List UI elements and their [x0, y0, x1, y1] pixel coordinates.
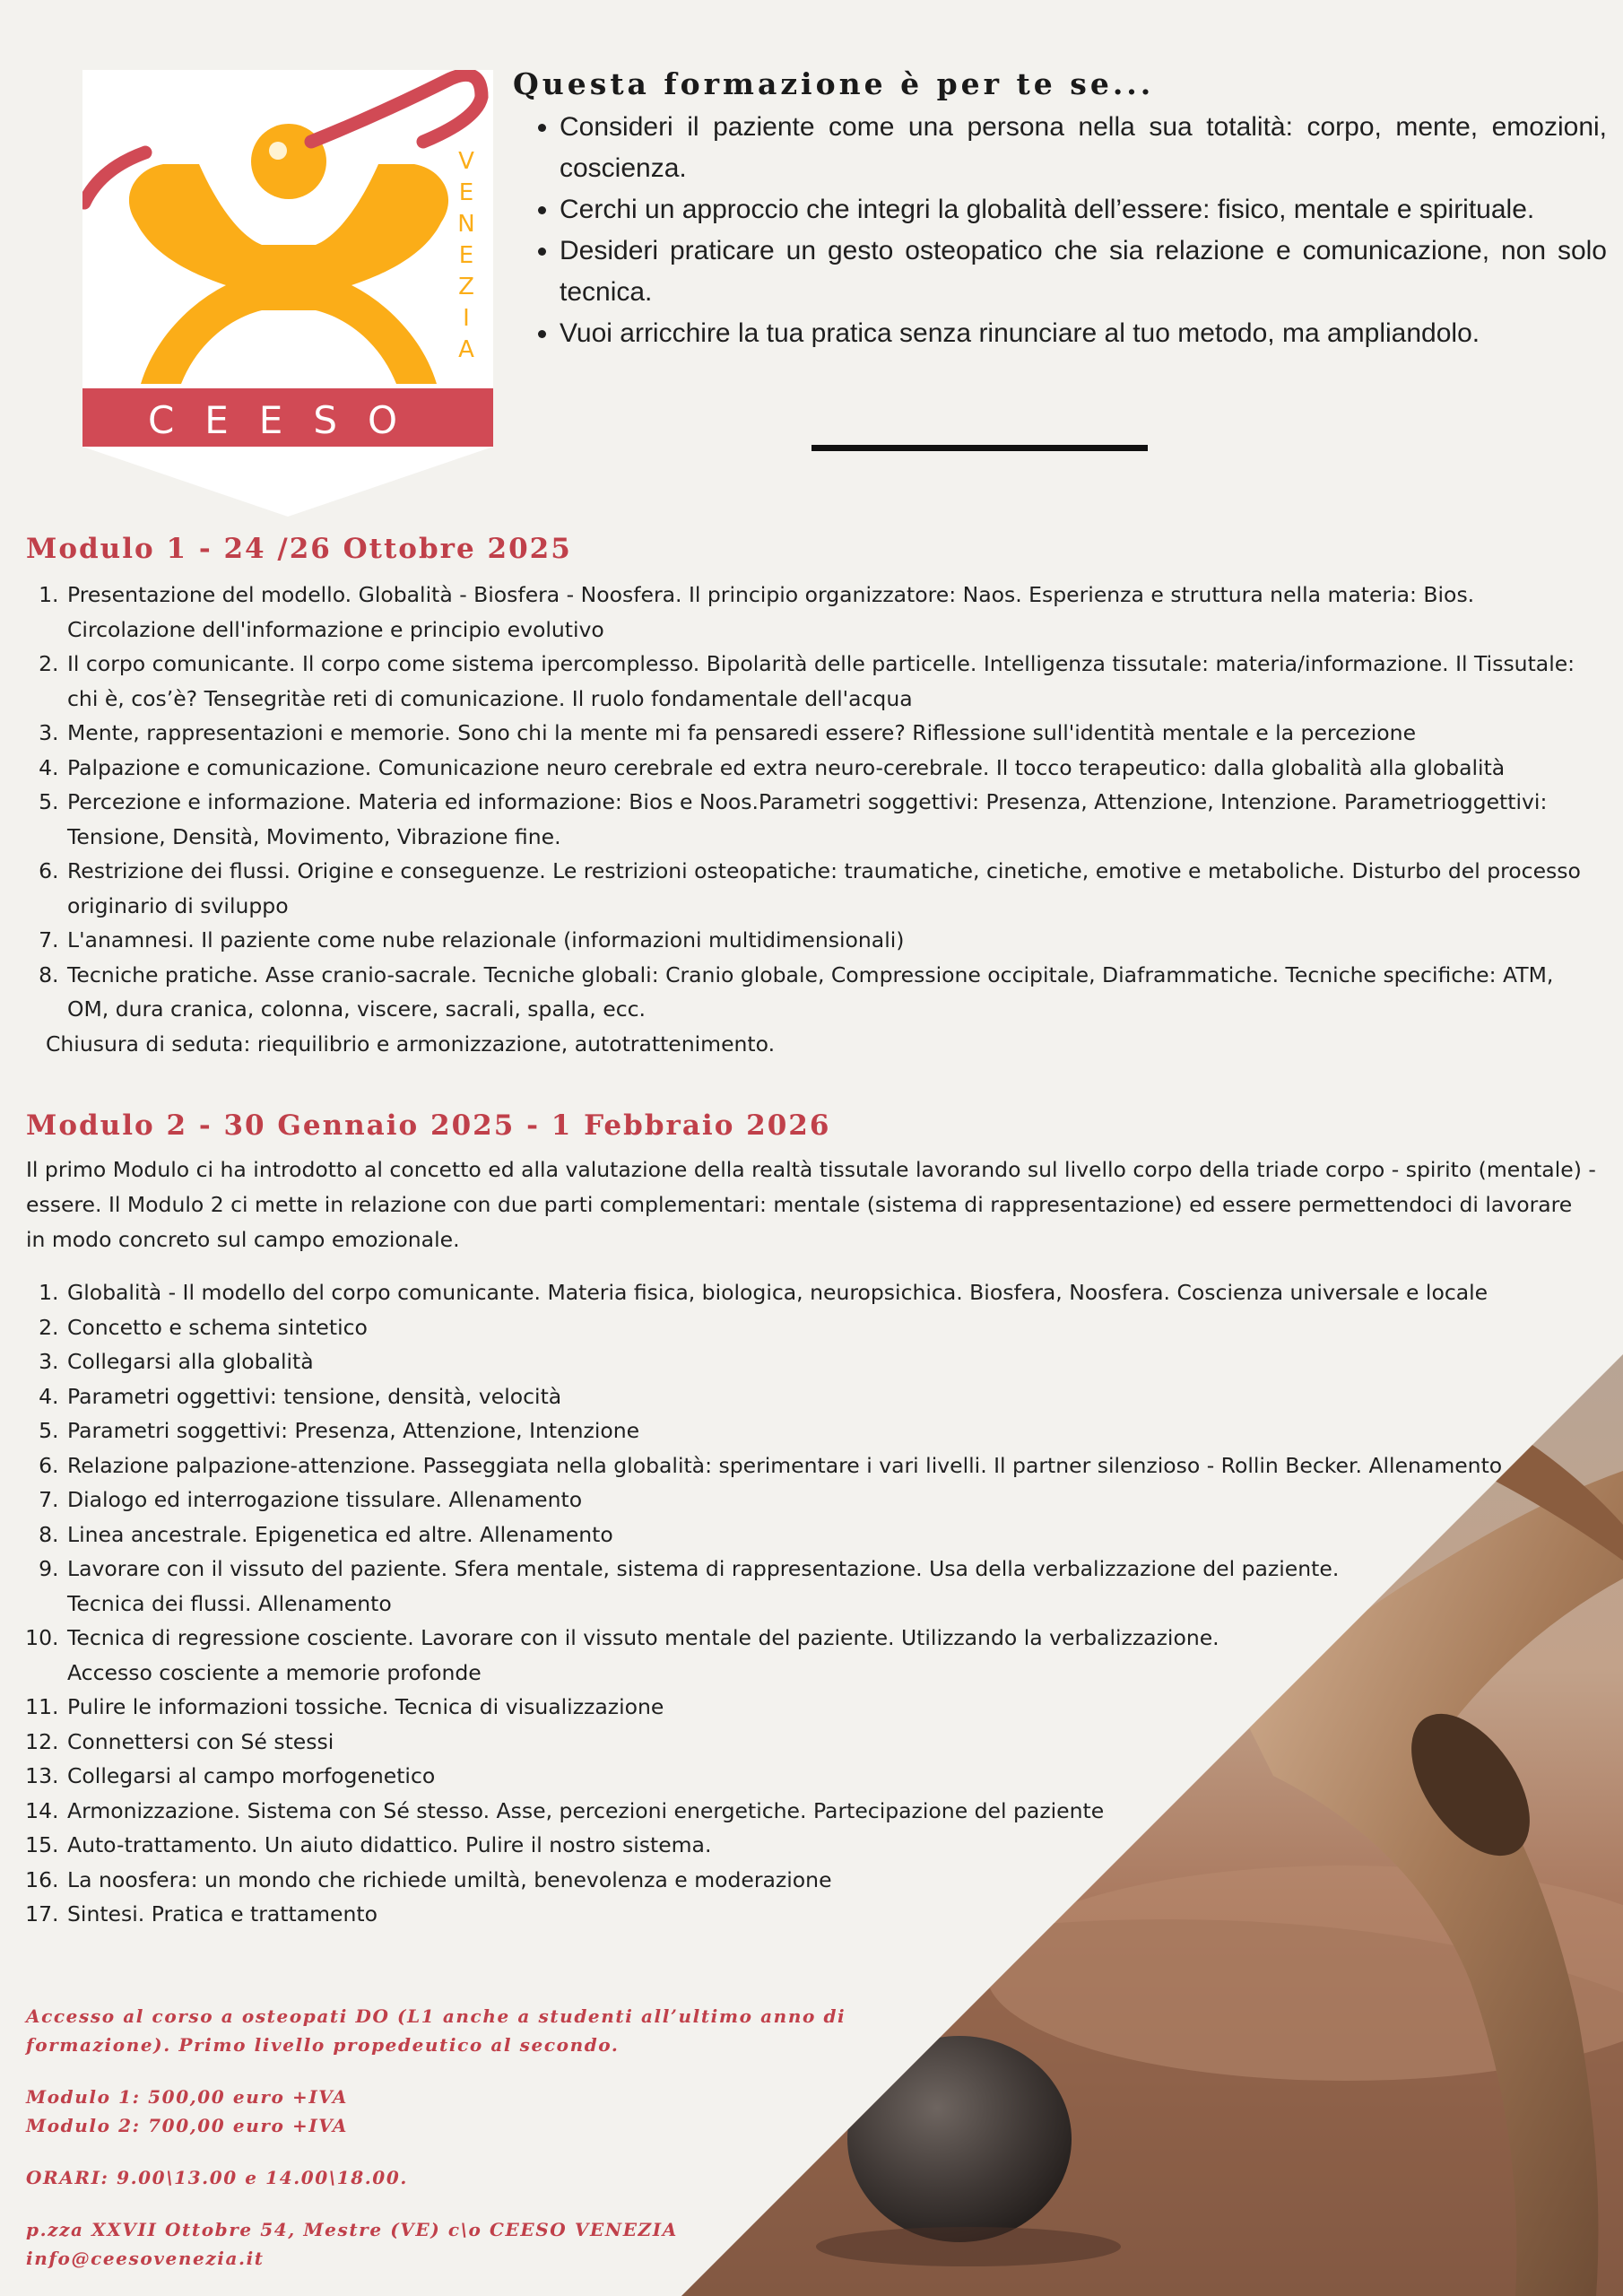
intro-bullet: • Vuoi arricchire la tua pratica senza rinunciare al tuo metodo, ma ampliandolo.: [560, 313, 1607, 354]
module2-item: 6. Relazione palpazione-attenzione. Passeggiata nella globalità: sperimentare i vari livelli. Il partner silenzioso - Rollin Becker. Allenamento: [65, 1448, 1597, 1483]
email-link[interactable]: info@ceesovenezia.it: [26, 2248, 265, 2269]
address: p.zza XXVII Ottobre 54, Mestre (VE) c\o CEESO VENEZIA: [26, 2219, 678, 2240]
module1-item: 8. Tecniche pratiche. Asse cranio-sacrale. Tecniche globali: Cranio globale, Compressione occipitale, Diaframmatiche. Tecniche specifiche: ATM, OM, dura cranica, colonna, viscere, sacrali, spalla, ecc.: [65, 958, 1597, 1027]
module2-item: 15. Auto-trattamento. Un aiuto didattico. Pulire il nostro sistema.: [65, 1828, 1597, 1863]
svg-text:V: V: [458, 148, 474, 175]
module1-item: 4. Palpazione e comunicazione. Comunicazione neuro cerebrale ed extra neuro-cerebrale. Il tocco terapeutico: dalla globalità alla globalità: [65, 751, 1597, 786]
module2-item: 17. Sintesi. Pratica e trattamento: [65, 1897, 1597, 1932]
intro-bullet: • Cerchi un approccio che integri la globalità dell’essere: fisico, mentale e spirituale.: [560, 189, 1607, 230]
access-line: Accesso al corso a osteopati DO (L1 anche a studenti all’ultimo anno di: [26, 2005, 846, 2027]
module1-item: 5. Percezione e informazione. Materia ed informazione: Bios e Noos.Parametri soggettivi: Presenza, Attenzione, Intenzione. Parametrioggettivi: Tensione, Densità, Movimento, Vibrazione fine.: [65, 785, 1597, 854]
module1-item: 6. Restrizione dei flussi. Origine e conseguenze. Le restrizioni osteopatiche: traumatiche, cinetiche, emotive e metaboliche. Disturbo del processo originario di sviluppo: [65, 854, 1597, 923]
contact: [26, 2215, 923, 2273]
module2-list: [26, 1275, 1597, 1932]
module1-item: 7. L'anamnesi. Il paziente come nube relazionale (informazioni multidimensionali): [65, 923, 1597, 958]
module2-item: 14. Armonizzazione. Sistema con Sé stesso. Asse, percezioni energetiche. Partecipazione del paziente: [65, 1794, 1597, 1829]
svg-text:E: E: [458, 242, 474, 269]
module2-item: 3. Collegarsi alla globalità: [65, 1344, 1597, 1379]
module1-list: [26, 578, 1597, 1027]
section-divider: [812, 445, 1148, 451]
svg-text:E: E: [458, 179, 474, 206]
module1-item: 2. Il corpo comunicante. Il corpo come sistema ipercomplesso. Bipolarità delle particelle. Intelligenza tissutale: materia/informazione. Il Tissutale: chi è, cos’è? Tensegritàe reti di comunicazione. Il ruolo fondamentale dell'acqua: [65, 647, 1597, 716]
module2-item: 8. Linea ancestrale. Epigenetica ed altre. Allenamento: [65, 1518, 1597, 1552]
module1-item: 1. Presentazione del modello. Globalità - Biosfera - Noosfera. Il principio organizzatore: Naos. Esperienza e struttura nella materia: Bios. Circolazione dell'informazione e principio evolutivo: [65, 578, 1597, 647]
intro-section: [513, 66, 1607, 354]
module2-intro: Il primo Modulo ci ha introdotto al concetto ed alla valutazione della realtà tissutale lavorando sul livello corpo della triade corpo - spirito (mentale) - essere. Il Modulo 2 ci mette in relazione con due parti complementari: mentale (sistema di rappresentazione) ed essere permettendoci di lavorare in modo concreto sul campo emozionale.: [26, 1157, 1596, 1252]
svg-text:Z: Z: [458, 274, 474, 300]
module2-item: 13. Collegarsi al campo morfogenetico: [65, 1759, 1597, 1794]
module2-item: 11. Pulire le informazioni tossiche. Tecnica di visualizzazione: [65, 1690, 1597, 1725]
module1-closing: Chiusura di seduta: riequilibrio e armonizzazione, autotrattenimento.: [46, 1031, 776, 1057]
module1-title: Modulo 1 - 24 /26 Ottobre 2025: [26, 533, 572, 565]
intro-bullet: • Consideri il paziente come una persona nella sua totalità: corpo, mente, emozioni, coscienza.: [560, 107, 1607, 189]
access-line: formazione). Primo livello propedeutico al secondo.: [26, 2034, 620, 2056]
module2-title: Modulo 2 - 30 Gennaio 2025 - 1 Febbraio 2026: [26, 1109, 831, 1142]
ceeso-logo: [82, 70, 493, 518]
module2-item: 10. Tecnica di regressione cosciente. Lavorare con il vissuto mentale del paziente. Utilizzando la verbalizzazione. Accesso cosciente a memorie profonde: [65, 1621, 1597, 1690]
intro-title: Questa formazione è per te se...: [513, 66, 1155, 101]
price-module1: Modulo 1: 500,00 euro +IVA: [26, 2086, 348, 2108]
module2-item: 12. Connettersi con Sé stessi: [65, 1725, 1597, 1760]
logo-brand-text: CEESO: [147, 398, 429, 442]
modules-content: [26, 533, 1597, 1932]
module1-item: 3. Mente, rappresentazioni e memorie. Sono chi la mente mi fa pensaredi essere? Riflessione sull'identità mentale e la percezione: [65, 716, 1597, 751]
module2-item: 9. Lavorare con il vissuto del paziente. Sfera mentale, sistema di rappresentazione. Usa della verbalizzazione del paziente. Tecnica dei flussi. Allenamento: [65, 1552, 1597, 1621]
svg-text:A: A: [458, 336, 474, 363]
svg-text:N: N: [457, 211, 475, 238]
footer-info: [26, 2002, 923, 2273]
intro-bullet-list: [513, 107, 1607, 354]
svg-text:I: I: [463, 305, 470, 332]
module2-item: 5. Parametri soggettivi: Presenza, Attenzione, Intenzione: [65, 1413, 1597, 1448]
module2-item: 1. Globalità - Il modello del corpo comunicante. Materia fisica, biologica, neuropsichica. Biosfera, Noosfera. Coscienza universale e locale: [65, 1275, 1597, 1310]
hours: ORARI: 9.00\13.00 e 14.00\18.00.: [26, 2167, 408, 2188]
module2-item: 16. La noosfera: un mondo che richiede umiltà, benevolenza e moderazione: [65, 1863, 1597, 1898]
prices: [26, 2083, 923, 2140]
module2-item: 4. Parametri oggettivi: tensione, densità, velocità: [65, 1379, 1597, 1414]
intro-bullet: • Desideri praticare un gesto osteopatico che sia relazione e comunicazione, non solo tecnica.: [560, 230, 1607, 313]
module2-item: 7. Dialogo ed interrogazione tissulare. Allenamento: [65, 1483, 1597, 1518]
access-note: [26, 2002, 923, 2059]
price-module2: Modulo 2: 700,00 euro +IVA: [26, 2115, 348, 2136]
module2-item: 2. Concetto e schema sintetico: [65, 1310, 1597, 1345]
